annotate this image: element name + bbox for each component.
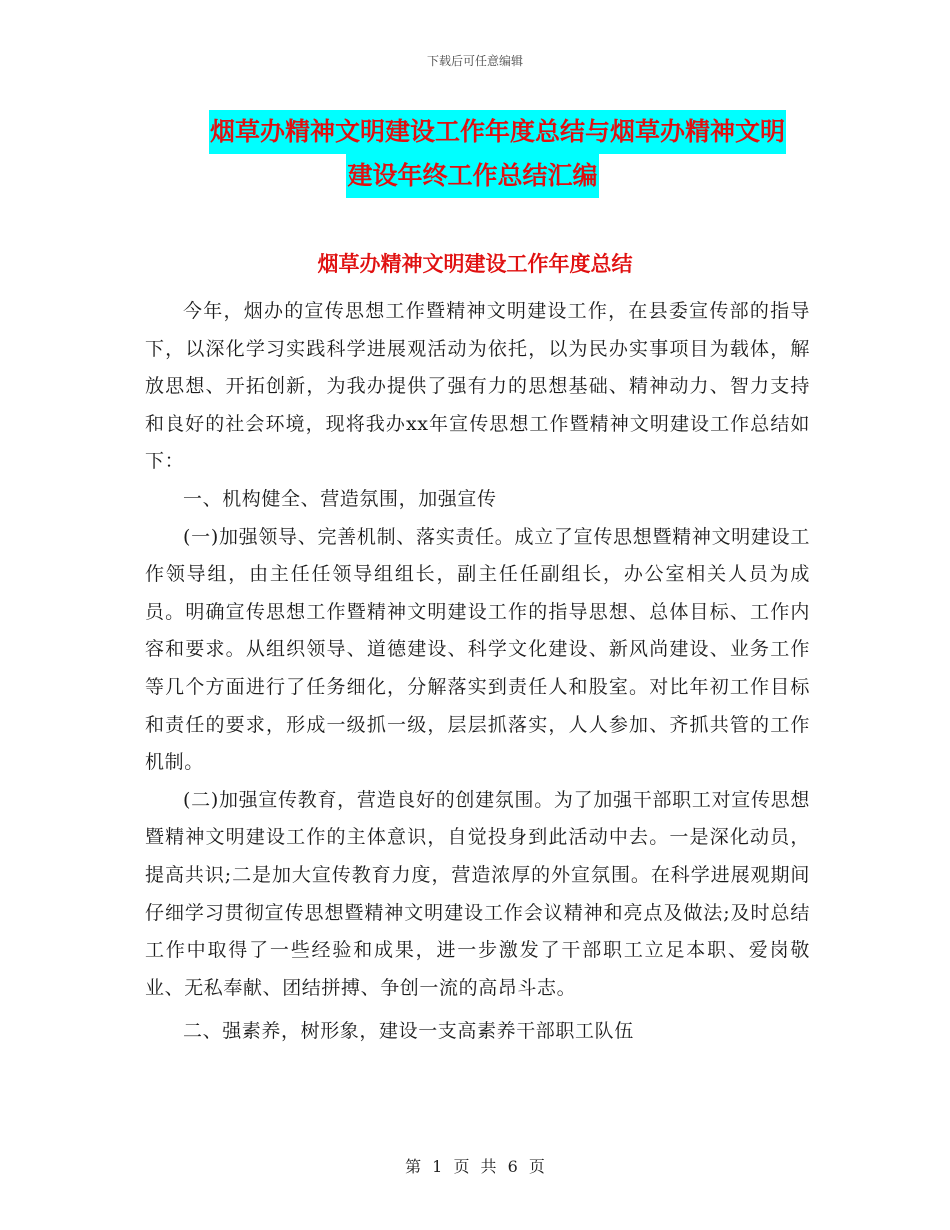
document-title-line-1: 烟草办精神文明建设工作年度总结与烟草办精神文明 bbox=[209, 110, 786, 154]
paragraph-subsection-2: (二)加强宣传教育，营造良好的创建氛围。为了加强干部职工对宣传思想暨精神文明建设工作的主体意识，自觉投身到此活动中去。一是深化动员，提高共识;二是加大宣传教育力度，营造浓厚的外宣氛围。在科学进展观期间仔细学习贯彻宣传思想暨精神文明建设工作会议精神和亮点及做法;及时总结工作中取得了一些经验和成果，进一步激发了干部职工立足本职、爱岗敬业、无私奉献、团结拼搏、争创一流的高昂斗志。 bbox=[145, 788, 810, 999]
paragraph-subsection-1: (一)加强领导、完善机制、落实责任。成立了宣传思想暨精神文明建设工作领导组，由主任任领导组组长，副主任任副组长，办公室相关人员为成员。明确宣传思想工作暨精神文明建设工作的指导思想、总体目标、工作内容和要求。从组织领导、道德建设、科学文化建设、新风尚建设、业务工作等几个方面进行了任务细化，分解落实到责任人和股室。对比年初工作目标和责任的要求，形成一级抓一级，层层抓落实，人人参加、齐抓共管的工作机制。 bbox=[145, 525, 810, 774]
document-body bbox=[145, 293, 810, 1051]
document-title bbox=[0, 110, 950, 198]
section-title: 烟草办精神文明建设工作年度总结 bbox=[317, 251, 633, 276]
heading-section-2: 二、强素养，树形象，建设一支高素养干部职工队伍 bbox=[183, 1020, 634, 1043]
document-title-line-2: 建设年终工作总结汇编 bbox=[346, 154, 598, 198]
page-number: 第 1 页 共 6 页 bbox=[405, 1157, 545, 1176]
paragraph-intro: 今年，烟办的宣传思想工作暨精神文明建设工作，在县委宣传部的指导下，以深化学习实践科学进展观活动为依托，以为民办实事项目为载体，解放思想、开拓创新，为我办提供了强有力的思想基础、精神动力、智力支持和良好的社会环境，现将我办xx年宣传思想工作暨精神文明建设工作总结如下： bbox=[145, 300, 810, 473]
header-note: 下载后可任意编辑 bbox=[426, 54, 523, 68]
heading-section-1: 一、机构健全、营造氛围，加强宣传 bbox=[183, 487, 497, 510]
